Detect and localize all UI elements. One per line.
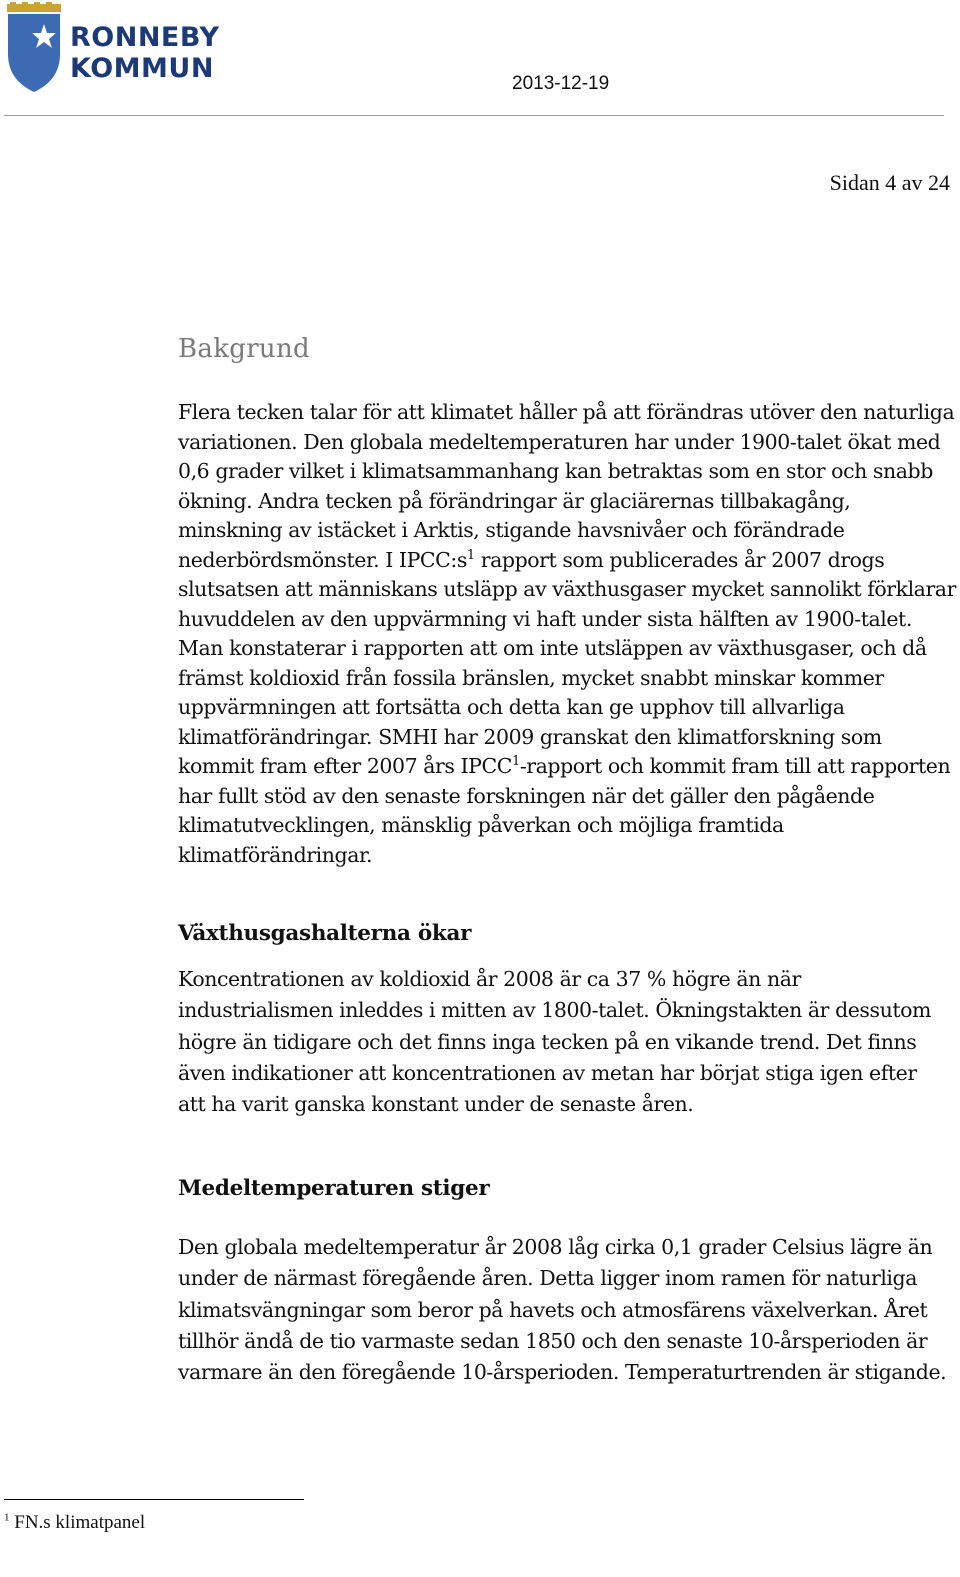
footnote-divider bbox=[4, 1499, 304, 1500]
logo-wordmark bbox=[70, 22, 220, 84]
footnote-ref-1[interactable]: 1 bbox=[466, 547, 475, 563]
document-date: 2013-12-19 bbox=[512, 73, 610, 94]
section-heading-bakgrund: Bakgrund bbox=[178, 334, 310, 364]
section-heading-vaxthusgas: Växthusgashalterna ökar bbox=[178, 921, 472, 946]
footnote-marker: 1 bbox=[4, 1511, 10, 1524]
footnote-text: FN.s klimatpanel bbox=[14, 1512, 146, 1533]
page-number: Sidan 4 av 24 bbox=[829, 170, 950, 195]
header-divider bbox=[4, 115, 944, 116]
paragraph-bakgrund bbox=[178, 398, 958, 870]
paragraph-medeltemperatur: Den globala medeltemperatur år 2008 låg cirka 0,1 grader Celsius lägre än under de närmast föregående åren. Detta ligger inom ramen för naturliga klimatsvängningar som beror på havets och atmosfärens växelverkan. Året tillhör ändå de tio varmaste sedan 1850 och den senaste 10-årsperioden är varmare än den föregående 10-årsperioden. Temperaturtrenden är stigande. bbox=[178, 1235, 947, 1385]
paragraph-bakgrund-part1: Flera tecken talar för att klimatet håller på att förändras utöver den naturliga variationen. Den globala medeltemperaturen har under 1900-talet ökat med 0,6 grader vilket i klimatsammanhang kan betraktas som en stor och snabb ökning. Andra tecken på förändringar är glaciärernas tillbakagång, minskning av istäcket i Arktis, stigande havsnivåer och förändrade nederbördsmönster. I IPCC:s bbox=[178, 400, 955, 572]
municipal-crest-icon bbox=[4, 2, 66, 94]
paragraph-vaxthusgas: Koncentrationen av koldioxid år 2008 är ca 37 % högre än när industrialismen inleddes i mitten av 1800-talet. Ökningstakten är dessutom högre än tidigare och det finns inga tecken på en vikande trend. Det finns även indikationer att koncentrationen av metan har börjat stiga igen efter att ha varit ganska konstant under de senaste åren. bbox=[178, 967, 931, 1117]
paragraph-bakgrund-part2: rapport som publicerades år 2007 drogs slutsatsen att människans utsläpp av växthusgaser mycket sannolikt förklarar huvuddelen av den uppvärmning vi haft under sista hälften av 1900-talet. Man konstaterar i rapporten att om inte utsläppen av växthusgaser, och då främst koldioxid från fossila bränslen, mycket snabbt minskar kommer uppvärmningen att fortsätta och detta kan ge upphov till allvarliga klimatförändringar. SMHI har 2009 granskat den klimatforskning som kommit fram efter 2007 års IPCC bbox=[178, 547, 956, 778]
logo-line-kommun: KOMMUN bbox=[70, 53, 214, 84]
footnote-ref-2[interactable]: 1 bbox=[511, 754, 520, 770]
footnote bbox=[4, 1512, 145, 1534]
ronneby-kommun-logo bbox=[4, 2, 232, 94]
paragraph-bakgrund-part3: -rapport och kommit fram till att rapporten har fullt stöd av den senaste forskningen när det gäller den pågående klimatutvecklingen, mänsklig påverkan och möjliga framtida klimatförändringar. bbox=[178, 754, 951, 867]
section-heading-medeltemperatur: Medeltemperaturen stiger bbox=[178, 1176, 490, 1201]
logo-line-ronneby: RONNEBY bbox=[70, 22, 220, 53]
